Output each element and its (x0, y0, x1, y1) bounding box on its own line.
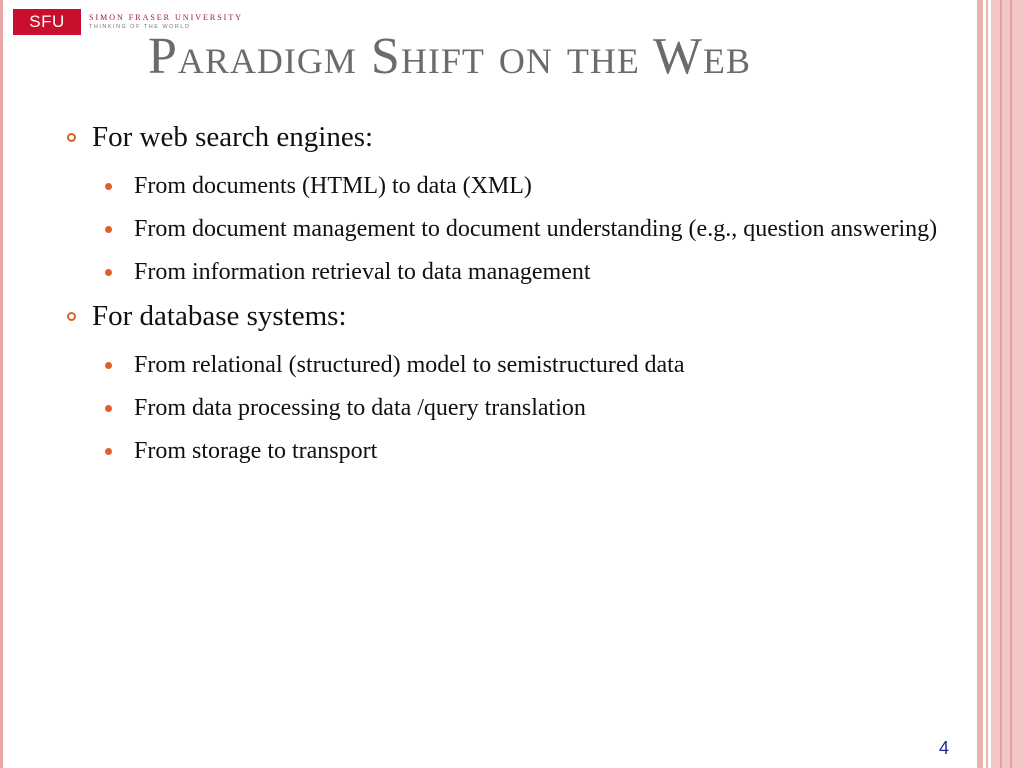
right-stripe (977, 0, 983, 768)
sub-bullet-text: From document management to document understanding (e.g., question answering) (134, 216, 938, 242)
sub-bullet-text: From information retrieval to data management (134, 259, 591, 285)
dot-bullet-icon (105, 362, 112, 369)
ring-bullet-icon (67, 312, 76, 321)
sub-bullet-item (62, 254, 942, 290)
logo-mark: SFU (13, 9, 81, 35)
dot-bullet-icon (105, 448, 112, 455)
left-border (0, 0, 3, 768)
sub-bullet-text: From storage to transport (134, 438, 378, 464)
logo-tagline: THINKING OF THE WORLD (89, 24, 191, 30)
sub-bullet-text: From data processing to data /query translation (134, 395, 586, 421)
slide-title: Paradigm Shift on the Web (148, 28, 751, 85)
sub-bullet-item (62, 390, 942, 426)
bullet-text: For database systems: (92, 300, 347, 332)
logo-university-name: SIMON FRASER UNIVERSITY (89, 13, 244, 22)
sub-bullet-item (62, 211, 942, 247)
right-stripe (1010, 0, 1012, 768)
sub-bullet-text: From documents (HTML) to data (XML) (134, 173, 532, 199)
bullet-item (62, 118, 942, 156)
dot-bullet-icon (105, 269, 112, 276)
bullet-text: For web search engines: (92, 121, 374, 153)
page-number: 4 (939, 738, 950, 758)
sub-bullet-item (62, 168, 942, 204)
sub-bullet-item (62, 347, 942, 383)
bullet-group (62, 297, 942, 469)
right-stripe (986, 0, 988, 768)
ring-bullet-icon (67, 133, 76, 142)
dot-bullet-icon (105, 183, 112, 190)
sub-bullet-text: From relational (structured) model to semistructured data (134, 352, 685, 378)
bullet-item (62, 297, 942, 335)
bullet-group (62, 118, 942, 290)
dot-bullet-icon (105, 226, 112, 233)
sub-bullet-item (62, 433, 942, 469)
bullet-list (62, 118, 942, 476)
right-stripe (991, 0, 1024, 768)
dot-bullet-icon (105, 405, 112, 412)
right-stripe (1000, 0, 1002, 768)
